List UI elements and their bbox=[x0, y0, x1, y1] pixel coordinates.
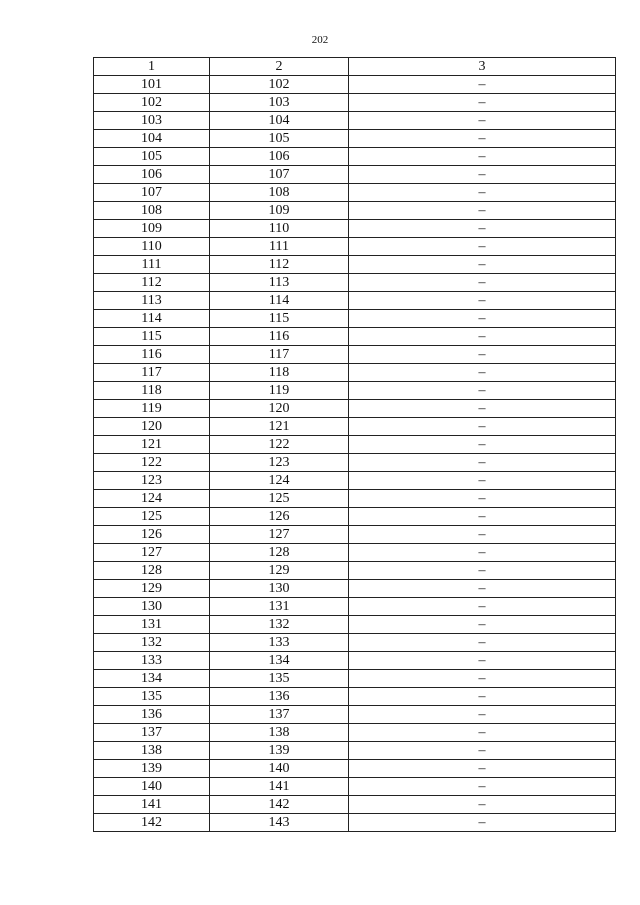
table-cell-col1: 113 bbox=[94, 292, 210, 310]
table-cell-col3: – bbox=[349, 220, 616, 238]
table-cell-col1: 138 bbox=[94, 742, 210, 760]
table-cell-col1: 114 bbox=[94, 310, 210, 328]
table-cell-col3: – bbox=[349, 418, 616, 436]
table-cell-col3: – bbox=[349, 166, 616, 184]
table-row bbox=[94, 652, 616, 670]
table-cell-col3: – bbox=[349, 688, 616, 706]
table-cell-col3: – bbox=[349, 634, 616, 652]
table-cell-col2: 138 bbox=[210, 724, 349, 742]
table-cell-col2: 131 bbox=[210, 598, 349, 616]
table-row bbox=[94, 130, 616, 148]
table-cell-col2: 112 bbox=[210, 256, 349, 274]
table-cell-col3: – bbox=[349, 238, 616, 256]
table-cell-col2: 126 bbox=[210, 508, 349, 526]
table-cell-col3: – bbox=[349, 508, 616, 526]
table-cell-col1: 106 bbox=[94, 166, 210, 184]
table-cell-col2: 137 bbox=[210, 706, 349, 724]
table-cell-col1: 131 bbox=[94, 616, 210, 634]
table-row bbox=[94, 616, 616, 634]
table-cell-col2: 110 bbox=[210, 220, 349, 238]
table-row bbox=[94, 76, 616, 94]
table-cell-col2: 120 bbox=[210, 400, 349, 418]
table-cell-col2: 116 bbox=[210, 328, 349, 346]
table-cell-col2: 124 bbox=[210, 472, 349, 490]
table-cell-col3: – bbox=[349, 742, 616, 760]
table-cell-col2: 141 bbox=[210, 778, 349, 796]
table-cell-col1: 102 bbox=[94, 94, 210, 112]
table-cell-col3: – bbox=[349, 580, 616, 598]
table-cell-col1: 125 bbox=[94, 508, 210, 526]
table-row bbox=[94, 796, 616, 814]
table-row bbox=[94, 346, 616, 364]
table-cell-col3: – bbox=[349, 652, 616, 670]
table-row bbox=[94, 562, 616, 580]
table-row bbox=[94, 310, 616, 328]
table-cell-col3: – bbox=[349, 148, 616, 166]
table-cell-col2: 115 bbox=[210, 310, 349, 328]
table-row bbox=[94, 778, 616, 796]
table-cell-col1: 121 bbox=[94, 436, 210, 454]
table-row bbox=[94, 724, 616, 742]
table-cell-col2: 105 bbox=[210, 130, 349, 148]
table-cell-col1: 109 bbox=[94, 220, 210, 238]
table-cell-col1: 126 bbox=[94, 526, 210, 544]
column-header-3: 3 bbox=[349, 58, 616, 76]
table-cell-col3: – bbox=[349, 526, 616, 544]
table-cell-col3: – bbox=[349, 292, 616, 310]
table-cell-col1: 128 bbox=[94, 562, 210, 580]
table-cell-col1: 101 bbox=[94, 76, 210, 94]
table-cell-col3: – bbox=[349, 310, 616, 328]
table-cell-col1: 139 bbox=[94, 760, 210, 778]
table-cell-col3: – bbox=[349, 724, 616, 742]
table-cell-col1: 136 bbox=[94, 706, 210, 724]
table-cell-col1: 140 bbox=[94, 778, 210, 796]
table-cell-col3: – bbox=[349, 472, 616, 490]
table-cell-col3: – bbox=[349, 436, 616, 454]
table-cell-col2: 130 bbox=[210, 580, 349, 598]
table-cell-col3: – bbox=[349, 274, 616, 292]
table-row bbox=[94, 634, 616, 652]
table-cell-col3: – bbox=[349, 202, 616, 220]
table-cell-col3: – bbox=[349, 490, 616, 508]
table-row bbox=[94, 238, 616, 256]
table-cell-col2: 132 bbox=[210, 616, 349, 634]
table-cell-col1: 111 bbox=[94, 256, 210, 274]
table-cell-col2: 106 bbox=[210, 148, 349, 166]
data-table bbox=[93, 57, 616, 832]
table-row bbox=[94, 184, 616, 202]
table-row bbox=[94, 292, 616, 310]
table-cell-col2: 102 bbox=[210, 76, 349, 94]
table-cell-col2: 117 bbox=[210, 346, 349, 364]
table-cell-col2: 109 bbox=[210, 202, 349, 220]
table-cell-col3: – bbox=[349, 328, 616, 346]
table-cell-col3: – bbox=[349, 346, 616, 364]
table-cell-col3: – bbox=[349, 382, 616, 400]
table-body bbox=[94, 76, 616, 832]
table-cell-col2: 104 bbox=[210, 112, 349, 130]
table-cell-col3: – bbox=[349, 598, 616, 616]
table-row bbox=[94, 490, 616, 508]
table-row bbox=[94, 688, 616, 706]
table-cell-col2: 134 bbox=[210, 652, 349, 670]
table-cell-col3: – bbox=[349, 670, 616, 688]
table-cell-col1: 132 bbox=[94, 634, 210, 652]
table-row bbox=[94, 670, 616, 688]
table-cell-col2: 111 bbox=[210, 238, 349, 256]
table-cell-col2: 128 bbox=[210, 544, 349, 562]
table-cell-col1: 129 bbox=[94, 580, 210, 598]
table-cell-col1: 134 bbox=[94, 670, 210, 688]
page-number: 202 bbox=[311, 34, 329, 46]
table-cell-col1: 117 bbox=[94, 364, 210, 382]
table-cell-col3: – bbox=[349, 616, 616, 634]
table-cell-col2: 135 bbox=[210, 670, 349, 688]
table-row bbox=[94, 814, 616, 832]
table-cell-col2: 123 bbox=[210, 454, 349, 472]
table-row bbox=[94, 580, 616, 598]
table-cell-col1: 107 bbox=[94, 184, 210, 202]
table-cell-col2: 140 bbox=[210, 760, 349, 778]
table-row bbox=[94, 274, 616, 292]
table-cell-col2: 121 bbox=[210, 418, 349, 436]
table-cell-col1: 123 bbox=[94, 472, 210, 490]
table-row bbox=[94, 544, 616, 562]
table-cell-col2: 119 bbox=[210, 382, 349, 400]
column-header-1: 1 bbox=[94, 58, 210, 76]
table-cell-col2: 103 bbox=[210, 94, 349, 112]
table-row bbox=[94, 256, 616, 274]
table-cell-col3: – bbox=[349, 130, 616, 148]
table-cell-col2: 136 bbox=[210, 688, 349, 706]
table-cell-col1: 137 bbox=[94, 724, 210, 742]
table-row bbox=[94, 598, 616, 616]
table-cell-col3: – bbox=[349, 796, 616, 814]
table-cell-col1: 119 bbox=[94, 400, 210, 418]
table-row bbox=[94, 454, 616, 472]
table-row bbox=[94, 436, 616, 454]
table-row bbox=[94, 202, 616, 220]
table-row bbox=[94, 364, 616, 382]
table-cell-col2: 114 bbox=[210, 292, 349, 310]
table-cell-col2: 127 bbox=[210, 526, 349, 544]
table-cell-col3: – bbox=[349, 544, 616, 562]
table-cell-col1: 133 bbox=[94, 652, 210, 670]
table-cell-col3: – bbox=[349, 400, 616, 418]
table-cell-col3: – bbox=[349, 184, 616, 202]
table-cell-col3: – bbox=[349, 778, 616, 796]
table-header-row bbox=[94, 58, 616, 76]
table-cell-col1: 122 bbox=[94, 454, 210, 472]
table-cell-col2: 107 bbox=[210, 166, 349, 184]
table-cell-col2: 143 bbox=[210, 814, 349, 832]
column-header-2: 2 bbox=[210, 58, 349, 76]
table-cell-col1: 116 bbox=[94, 346, 210, 364]
table-row bbox=[94, 166, 616, 184]
table-cell-col1: 110 bbox=[94, 238, 210, 256]
table-row bbox=[94, 706, 616, 724]
table-cell-col3: – bbox=[349, 706, 616, 724]
table-cell-col3: – bbox=[349, 112, 616, 130]
table-cell-col1: 108 bbox=[94, 202, 210, 220]
table-cell-col2: 118 bbox=[210, 364, 349, 382]
table-cell-col2: 122 bbox=[210, 436, 349, 454]
table-cell-col2: 129 bbox=[210, 562, 349, 580]
table-cell-col1: 105 bbox=[94, 148, 210, 166]
table-cell-col1: 103 bbox=[94, 112, 210, 130]
table-row bbox=[94, 112, 616, 130]
table-cell-col1: 112 bbox=[94, 274, 210, 292]
table-row bbox=[94, 94, 616, 112]
table-row bbox=[94, 418, 616, 436]
table-cell-col2: 133 bbox=[210, 634, 349, 652]
table-cell-col2: 125 bbox=[210, 490, 349, 508]
table-cell-col1: 118 bbox=[94, 382, 210, 400]
table-cell-col2: 139 bbox=[210, 742, 349, 760]
table-cell-col1: 124 bbox=[94, 490, 210, 508]
table-cell-col3: – bbox=[349, 562, 616, 580]
table-cell-col3: – bbox=[349, 814, 616, 832]
table-cell-col1: 130 bbox=[94, 598, 210, 616]
table-row bbox=[94, 760, 616, 778]
table-row bbox=[94, 742, 616, 760]
table-row bbox=[94, 526, 616, 544]
table-cell-col1: 104 bbox=[94, 130, 210, 148]
table-cell-col3: – bbox=[349, 760, 616, 778]
table-cell-col3: – bbox=[349, 94, 616, 112]
table-row bbox=[94, 382, 616, 400]
table-row bbox=[94, 148, 616, 166]
table-row bbox=[94, 220, 616, 238]
table-row bbox=[94, 508, 616, 526]
table-cell-col3: – bbox=[349, 454, 616, 472]
table-cell-col2: 108 bbox=[210, 184, 349, 202]
table-cell-col2: 142 bbox=[210, 796, 349, 814]
table-cell-col1: 135 bbox=[94, 688, 210, 706]
table-cell-col2: 113 bbox=[210, 274, 349, 292]
table-cell-col1: 142 bbox=[94, 814, 210, 832]
table-cell-col1: 127 bbox=[94, 544, 210, 562]
table-row bbox=[94, 328, 616, 346]
table-row bbox=[94, 472, 616, 490]
table-cell-col1: 120 bbox=[94, 418, 210, 436]
table-cell-col3: – bbox=[349, 256, 616, 274]
table-row bbox=[94, 400, 616, 418]
table-cell-col1: 115 bbox=[94, 328, 210, 346]
table-cell-col3: – bbox=[349, 364, 616, 382]
table-cell-col3: – bbox=[349, 76, 616, 94]
table-cell-col1: 141 bbox=[94, 796, 210, 814]
